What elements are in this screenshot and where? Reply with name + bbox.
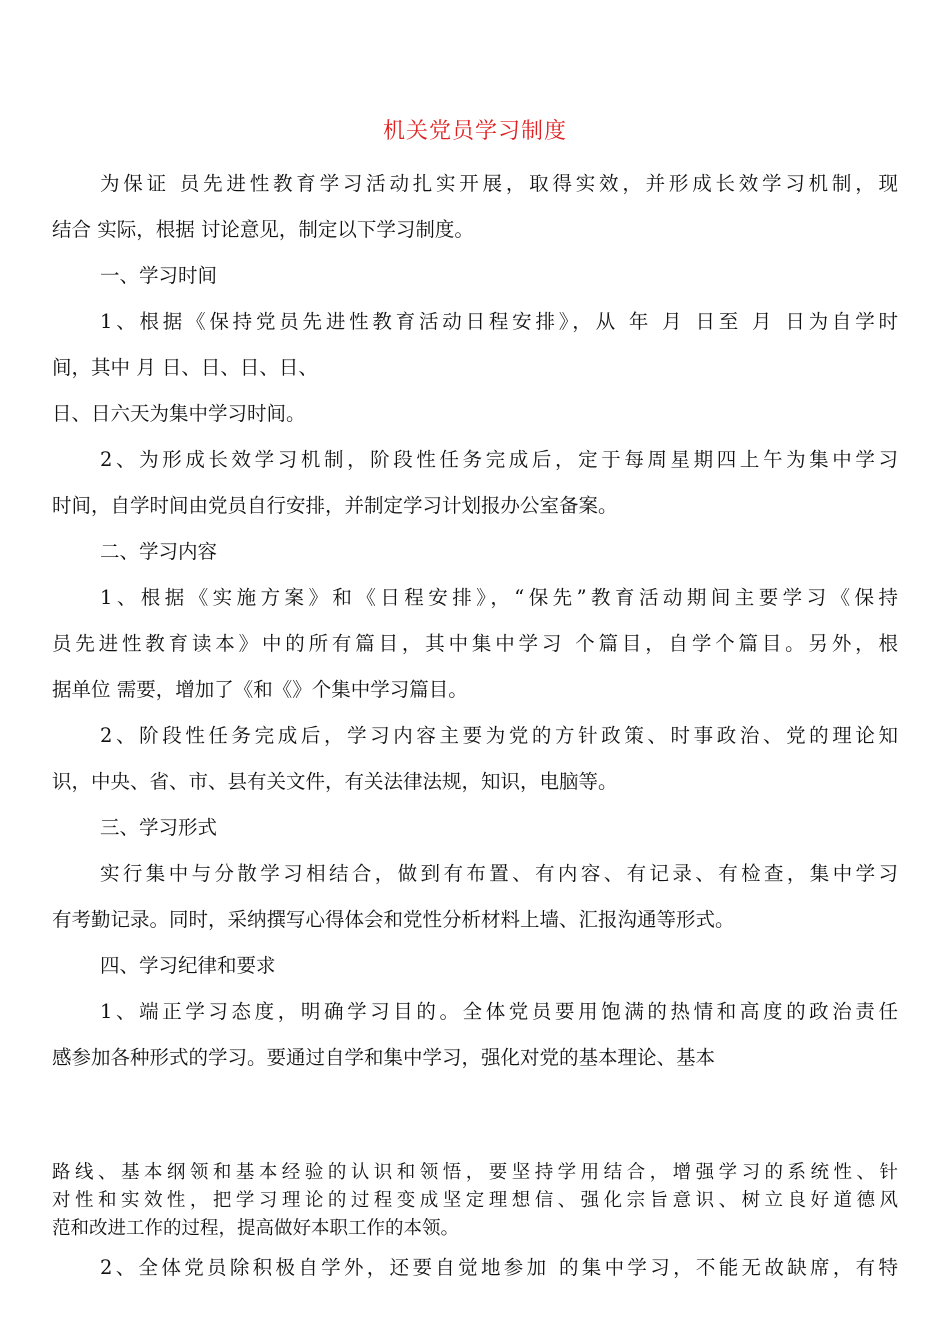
- document-title: 机关党员学习制度: [382, 119, 567, 144]
- paragraph-line: 为保证 员先进性教育学习活动扎实开展，取得实效，并形成长效学习机制，现: [100, 172, 898, 195]
- paragraph-line: 时间，自学时间由党员自行安排，并制定学习计划报办公室备案。: [52, 494, 618, 517]
- paragraph-line: 结合 实际，根据 讨论意见，制定以下学习制度。: [52, 218, 474, 241]
- paragraph-line: 范和改进工作的过程，提高做好本职工作的本领。: [52, 1218, 460, 1239]
- paragraph-line: 感参加各种形式的学习。要通过自学和集中学习，强化对党的基本理论、基本: [52, 1046, 716, 1069]
- paragraph-line: 1、端正学习态度，明确学习目的。全体党员要用饱满的热情和高度的政治责任: [100, 1000, 898, 1023]
- paragraph-line: 2、为形成长效学习机制，阶段性任务完成后，定于每周星期四上午为集中学习: [100, 448, 898, 471]
- paragraph-line: 1、根据《保持党员先进性教育活动日程安排》，从 年 月 日至 月 日为自学时: [100, 310, 898, 333]
- paragraph-line: 日、日六天为集中学习时间。: [52, 402, 306, 425]
- paragraph-line: 间，其中 月 日、日、日、日、: [52, 356, 318, 379]
- paragraph-line: 有考勤记录。同时，采纳撰写心得体会和党性分析材料上墙、汇报沟通等形式。: [52, 908, 735, 931]
- section-heading: 四、学习纪律和要求: [100, 954, 276, 977]
- paragraph-line: 据单位 需要，增加了《和《》个集中学习篇目。: [52, 678, 468, 701]
- paragraph-line: 对性和实效性，把学习理论的过程变成坚定理想信、强化宗旨意识、树立良好道德风: [52, 1190, 898, 1211]
- section-heading: 三、学习形式: [100, 816, 218, 839]
- section-heading: 一、学习时间: [100, 264, 218, 287]
- paragraph-line: 识，中央、省、市、县有关文件，有关法律法规，知识，电脑等。: [52, 770, 618, 793]
- paragraph-line: 2、全体党员除积极自学外，还要自觉地参加 的集中学习，不能无故缺席，有特: [100, 1256, 898, 1279]
- paragraph-line: 员先进性教育读本》中的所有篇目，其中集中学习 个篇目，自学个篇目。另外，根: [52, 632, 898, 655]
- paragraph-line: 1、根据《实施方案》和《日程安排》，“保先”教育活动期间主要学习《保持: [100, 586, 898, 609]
- section-heading: 二、学习内容: [100, 540, 218, 563]
- paragraph-line: 2、阶段性任务完成后，学习内容主要为党的方针政策、时事政治、党的理论知: [100, 724, 898, 747]
- paragraph-line: 实行集中与分散学习相结合，做到有布置、有内容、有记录、有检查，集中学习: [100, 862, 898, 885]
- paragraph-line: 路线、基本纲领和基本经验的认识和领悟，要坚持学用结合，增强学习的系统性、针: [52, 1162, 898, 1183]
